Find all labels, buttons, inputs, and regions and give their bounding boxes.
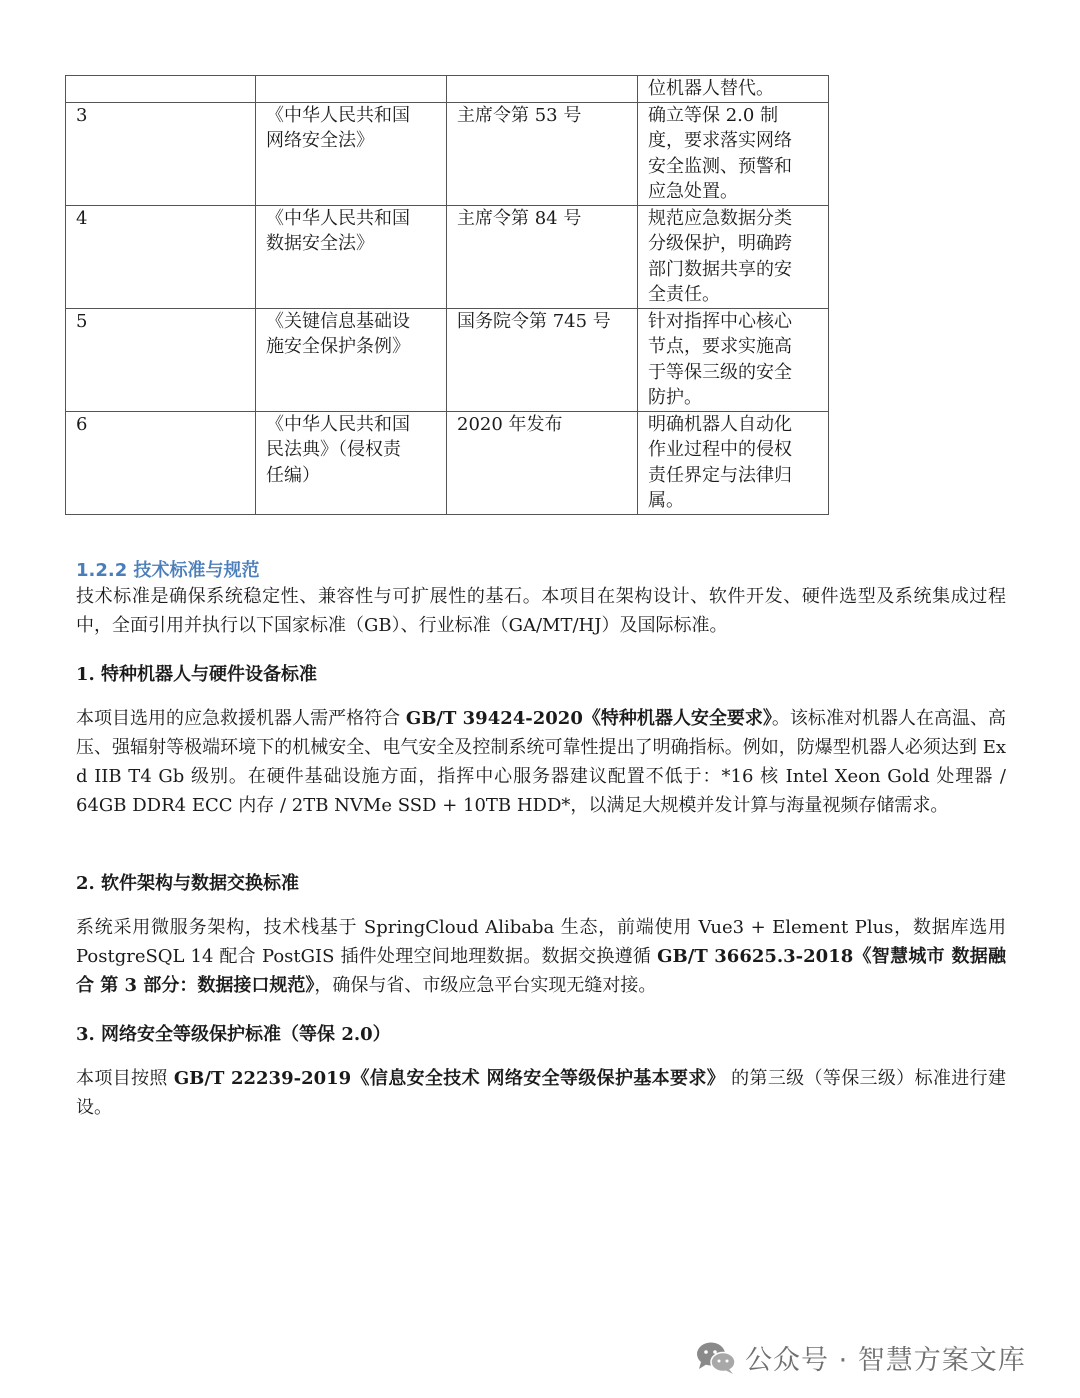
item-paragraph [76, 913, 1006, 1000]
law-name: 《中华人民共和国 民法典》（侵权责 任编） [256, 411, 447, 514]
law-reference [447, 76, 638, 103]
law-name: 《关键信息基础设 施安全保护条例》 [256, 308, 447, 411]
section-heading: 1.2.2 技术标准与规范 [76, 560, 260, 581]
item-paragraph [76, 1064, 1006, 1122]
item-title: 1. 特种机器人与硬件设备标准 [76, 664, 318, 685]
row-number: 6 [66, 411, 256, 514]
standard-reference: GB/T 22239-2019《信息安全技术 网络安全等级保护基本要求》 [173, 1068, 726, 1089]
item-title: 2. 软件架构与数据交换标准 [76, 873, 300, 894]
table-row [66, 205, 829, 308]
law-reference: 主席令第 53 号 [447, 102, 638, 205]
law-name: 《中华人民共和国 网络安全法》 [256, 102, 447, 205]
row-number: 4 [66, 205, 256, 308]
regulations-table [65, 75, 829, 515]
law-description: 针对指挥中心核心 节点，要求实施高 于等保三级的安全 防护。 [638, 308, 829, 411]
law-description: 规范应急数据分类 分级保护，明确跨 部门数据共享的安 全责任。 [638, 205, 829, 308]
law-reference: 国务院令第 745 号 [447, 308, 638, 411]
paragraph-text: 的第三级（等保三级）标准进行建设。 [76, 1068, 1006, 1118]
law-description: 位机器人替代。 [638, 76, 829, 103]
table-row [66, 76, 829, 103]
law-name [256, 76, 447, 103]
law-reference: 2020 年发布 [447, 411, 638, 514]
law-name: 《中华人民共和国 数据安全法》 [256, 205, 447, 308]
law-description: 确立等保 2.0 制 度，要求落实网络 安全监测、预警和 应急处置。 [638, 102, 829, 205]
standard-reference: GB/T 36625.3-2018《智慧城市 数据融合 第 3 部分：数据接口规范》 [76, 946, 1007, 996]
wechat-icon [695, 1340, 737, 1376]
law-reference: 主席令第 84 号 [447, 205, 638, 308]
item-paragraph [76, 704, 1006, 820]
table-row [66, 411, 829, 514]
watermark-text: 公众号 · 智慧方案文库 [745, 1345, 1026, 1376]
section-intro: 技术标准是确保系统稳定性、兼容性与可扩展性的基石。本项目在架构设计、软件开发、硬件选型及系统集成过程中，全面引用并执行以下国家标准（GB）、行业标准（GA/MT/HJ）及国际标准。 [76, 586, 1006, 636]
watermark [695, 1338, 1026, 1377]
table-row [66, 308, 829, 411]
paragraph-text: ，确保与省、市级应急平台实现无缝对接。 [314, 975, 657, 996]
paragraph-text: 本项目选用的应急救援机器人需严格符合 [76, 708, 406, 729]
row-number [66, 76, 256, 103]
row-number: 3 [66, 102, 256, 205]
law-description: 明确机器人自动化 作业过程中的侵权 责任界定与法律归 属。 [638, 411, 829, 514]
item-title: 3. 网络安全等级保护标准（等保 2.0） [76, 1024, 391, 1045]
table-row [66, 102, 829, 205]
paragraph-text: 。该标准对机器人在高温、高压、强辐射等极端环境下的机械安全、电气安全及控制系统可靠性提出了明确指标。例如，防爆型机器人必须达到 Ex d IIB T4 Gb 级别。在硬件基础设施方面，指挥中心服务器建议配置不低于：*16 核 Intel Xeon Gold 处理器 / 64GB DDR4 ECC 内存 / 2TB NVMe SSD + 10TB HDD*，以满足大规模并发计算与海量视频存储需求。 [76, 708, 1006, 816]
row-number: 5 [66, 308, 256, 411]
paragraph-text: 系统采用微服务架构，技术栈基于 SpringCloud Alibaba 生态，前端使用 Vue3 + Element Plus，数据库选用 PostgreSQL 14 配合 PostGIS 插件处理空间地理数据。数据交换遵循 [76, 917, 1006, 967]
paragraph-text: 本项目按照 [76, 1068, 174, 1089]
standard-reference: GB/T 39424-2020《特种机器人安全要求》 [405, 708, 772, 729]
